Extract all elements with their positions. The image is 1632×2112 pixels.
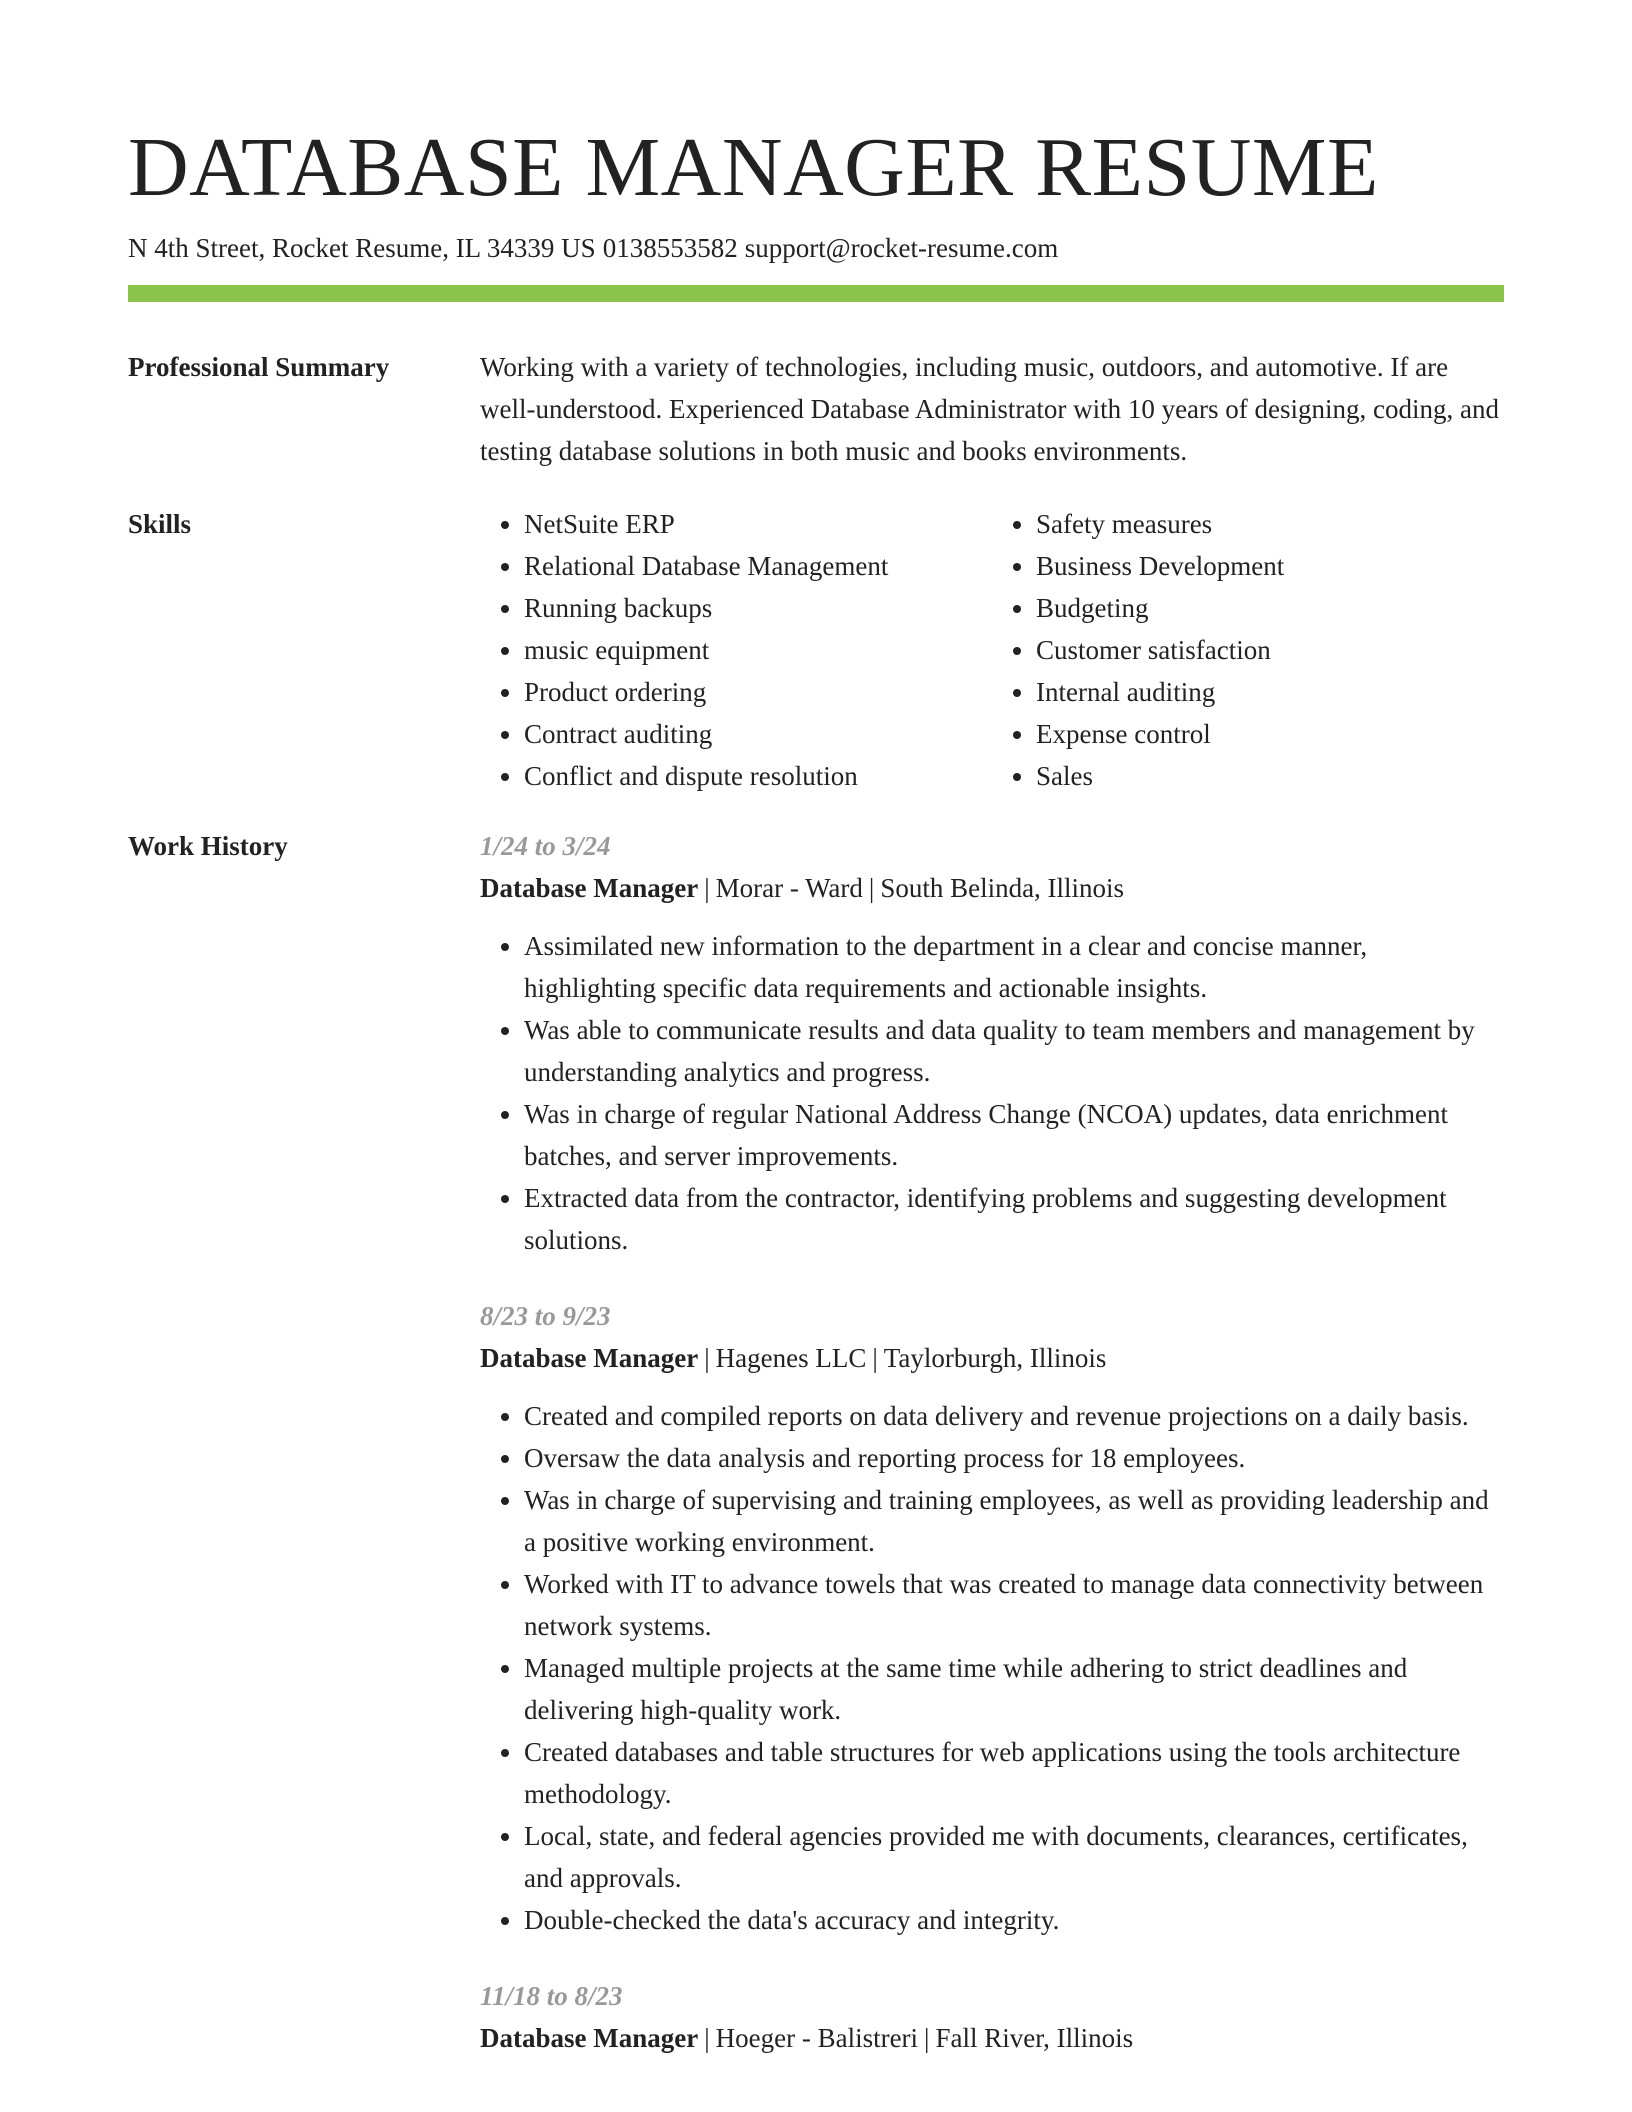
- skills-columns: [480, 503, 1504, 797]
- accent-divider: [128, 285, 1504, 302]
- job-bullet: • Extracted data from the contractor, identifying problems and suggesting development solutions.: [524, 1177, 1504, 1261]
- job-bullet: • Local, state, and federal agencies provided me with documents, clearances, certificates, and approvals.: [524, 1815, 1504, 1899]
- skill-item: • NetSuite ERP: [524, 503, 992, 545]
- job-location: South Belinda, Illinois: [880, 873, 1125, 903]
- job-heading: [480, 2017, 1504, 2059]
- job-entry: [480, 1975, 1504, 2059]
- job-separator: |: [704, 873, 710, 903]
- job-bullet: • Worked with IT to advance towels that was created to manage data connectivity between network systems.: [524, 1563, 1504, 1647]
- skill-item: • Running backups: [524, 587, 992, 629]
- job-bullet: • Was able to communicate results and data quality to team members and management by understanding analytics and progress.: [524, 1009, 1504, 1093]
- skill-item: • Expense control: [1036, 713, 1504, 755]
- job-title: Database Manager: [480, 2023, 699, 2053]
- contact-line: [128, 230, 1058, 266]
- work-history-body: [480, 825, 1504, 2093]
- skill-item: • Business Development: [1036, 545, 1504, 587]
- summary-text: Working with a variety of technologies, including music, outdoors, and automotive. If are well-understood. Experienced Database Administrator with 10 years of designing, coding, and testing database solutions in both music and books environments.: [480, 352, 1499, 466]
- skill-item: • Contract auditing: [524, 713, 992, 755]
- resume-title: DATABASE MANAGER RESUME: [128, 121, 1379, 214]
- skills-list-left: [480, 503, 992, 797]
- skill-item: • Product ordering: [524, 671, 992, 713]
- skill-item: • Internal auditing: [1036, 671, 1504, 713]
- job-bullets: [480, 1395, 1504, 1941]
- job-title: Database Manager: [480, 873, 699, 903]
- job-company: Hagenes LLC: [715, 1343, 867, 1373]
- job-entry: [480, 825, 1504, 1261]
- contact-email: support@rocket-resume.com: [744, 233, 1059, 263]
- job-bullet: • Managed multiple projects at the same time while adhering to strict deadlines and delivering high-quality work.: [524, 1647, 1504, 1731]
- skill-item: • Relational Database Management: [524, 545, 992, 587]
- job-heading: [480, 1337, 1504, 1379]
- job-bullet: • Double-checked the data's accuracy and integrity.: [524, 1899, 1504, 1941]
- job-bullet: • Oversaw the data analysis and reporting process for 18 employees.: [524, 1437, 1504, 1479]
- job-entry: [480, 1295, 1504, 1941]
- skill-item: • Customer satisfaction: [1036, 629, 1504, 671]
- job-separator: |: [872, 1343, 878, 1373]
- job-bullet: • Created databases and table structures for web applications using the tools architecture methodology.: [524, 1731, 1504, 1815]
- job-dates: 1/24 to 3/24: [480, 831, 611, 861]
- job-bullet: • Created and compiled reports on data delivery and revenue projections on a daily basis.: [524, 1395, 1504, 1437]
- summary-label: Professional Summary: [128, 352, 390, 382]
- skill-item: • Conflict and dispute resolution: [524, 755, 992, 797]
- skill-item: • music equipment: [524, 629, 992, 671]
- job-separator: |: [924, 2023, 930, 2053]
- job-bullet: • Was in charge of regular National Address Change (NCOA) updates, data enrichment batches, and server improvements.: [524, 1093, 1504, 1177]
- job-heading: [480, 867, 1504, 909]
- job-separator: |: [704, 2023, 710, 2053]
- job-location: Fall River, Illinois: [935, 2023, 1134, 2053]
- job-title: Database Manager: [480, 1343, 699, 1373]
- job-company: Morar - Ward: [715, 873, 863, 903]
- skills-body: [480, 503, 1504, 797]
- job-bullet: • Was in charge of supervising and training employees, as well as providing leadership and a positive working environment.: [524, 1479, 1504, 1563]
- job-dates: 8/23 to 9/23: [480, 1301, 611, 1331]
- job-bullet: • Assimilated new information to the department in a clear and concise manner, highlighting specific data requirements and actionable insights.: [524, 925, 1504, 1009]
- job-location: Taylorburgh, Illinois: [883, 1343, 1107, 1373]
- job-separator: |: [868, 873, 875, 903]
- contact-phone: 0138553582: [602, 233, 738, 263]
- job-company: Hoeger - Balistreri: [715, 2023, 919, 2053]
- job-bullets: [480, 925, 1504, 1261]
- skill-item: • Budgeting: [1036, 587, 1504, 629]
- job-separator: |: [704, 1343, 710, 1373]
- work-history-label: Work History: [128, 831, 288, 861]
- contact-address: N 4th Street, Rocket Resume, IL 34339 US: [128, 233, 596, 263]
- skill-item: • Safety measures: [1036, 503, 1504, 545]
- summary-body: [480, 346, 1504, 472]
- job-dates: 11/18 to 8/23: [480, 1981, 623, 2011]
- skills-label: Skills: [128, 509, 192, 539]
- skill-item: • Sales: [1036, 755, 1504, 797]
- skills-list-right: [992, 503, 1504, 797]
